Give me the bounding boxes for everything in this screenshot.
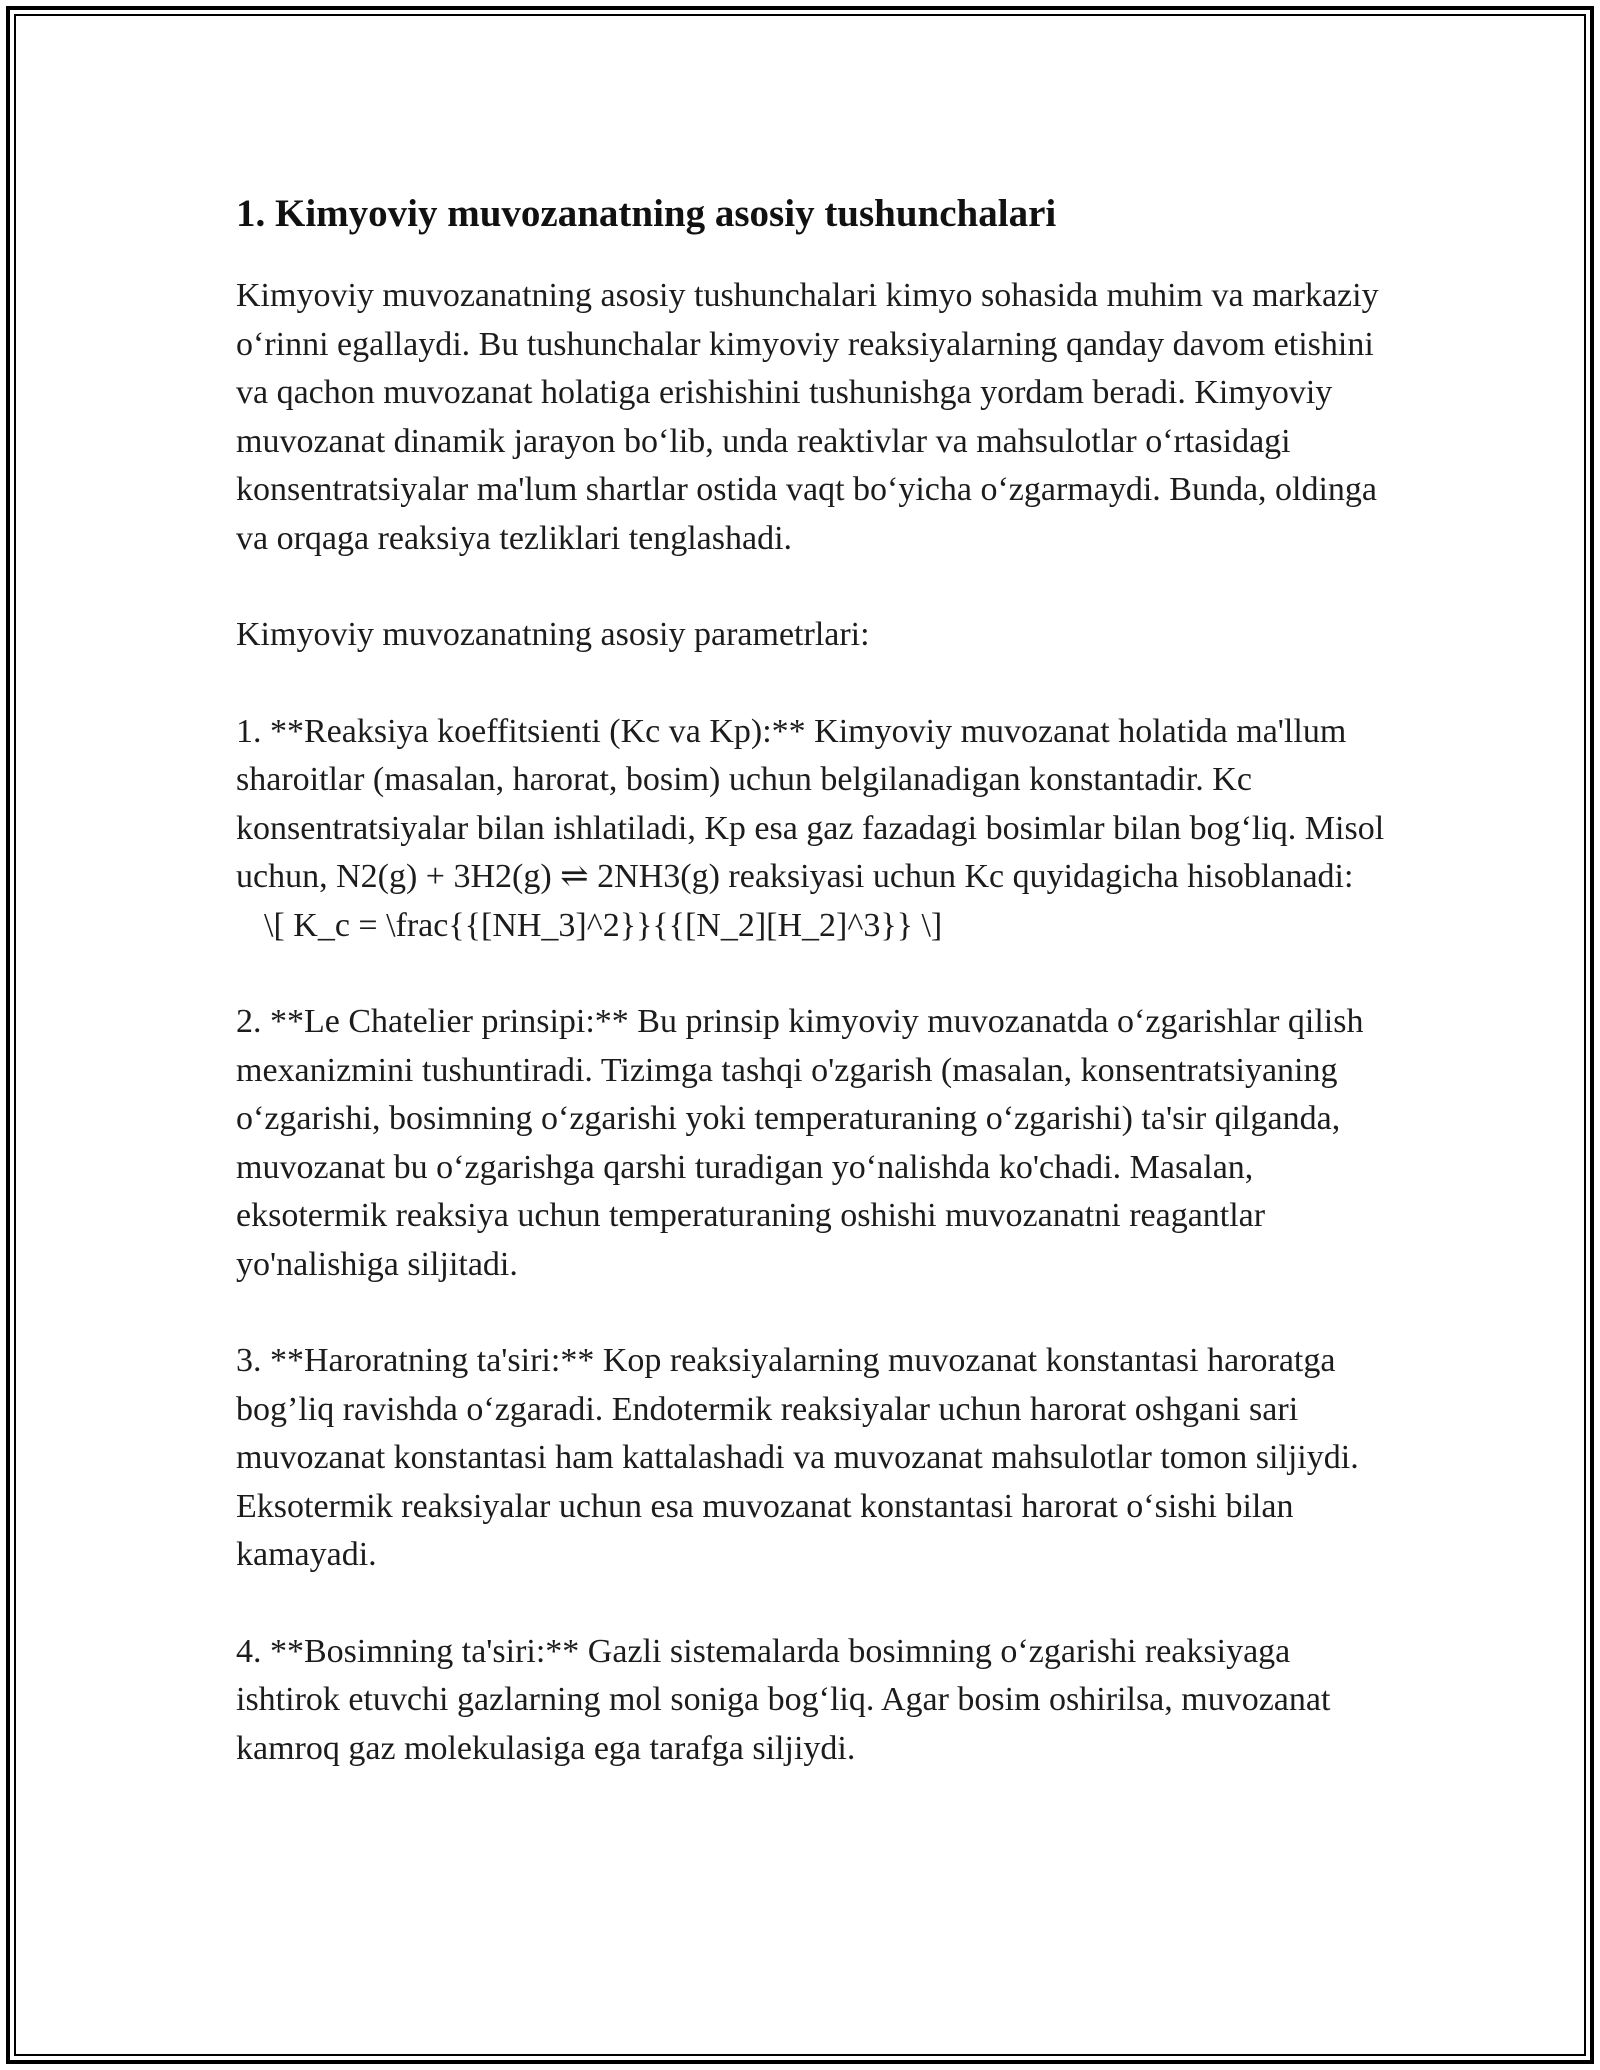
item-temperature-effect: 3. **Haroratning ta'siri:** Kop reaksiyalarning muvozanat konstantasi haroratga bog’liq ravishda o‘zgaradi. Endotermik reaksiyalar uchun harorat oshgani sari muvozanat konstantasi ham kattalashadi va muvozanat mahsulotlar tomon siljiydi. Eksotermik reaksiyalar uchun esa muvozanat konstantasi harorat o‘sishi bilan kamayadi. [236,1342,1359,1573]
item-pressure-effect: 4. **Bosimning ta'siri:** Gazli sistemalarda bosimning o‘zgarishi reaksiyaga ishtirok etuvchi gazlarning mol soniga bog‘liq. Agar bosim oshirilsa, muvozanat kamroq gaz molekulasiga ega tarafga siljiydi. [236,1632,1331,1767]
section-title: 1. Kimyoviy muvozanatning asosiy tushunchalari [236,192,1057,235]
item-le-chatelier: 2. **Le Chatelier prinsipi:** Bu prinsip kimyoviy muvozanatda o‘zgarishlar qilish mexanizmini tushuntiradi. Tizimga tashqi o'zgarish (masalan, konsentratsiyaning o‘zgarishi, bosimning o‘zgarishi yoki temperaturaning o‘zgarishi) ta'sir qilganda, muvozanat bu o‘zgarishga qarshi turadigan yo‘nalishda ko'chadi. Masalan, eksotermik reaksiya uchun temperaturaning oshishi muvozanatni reagantlar yo'nalishiga siljitadi. [236,1003,1364,1283]
intro-paragraph: Kimyoviy muvozanatning asosiy tushunchalari kimyo sohasida muhim va markaziy o‘rinni egallaydi. Bu tushunchalar kimyoviy reaksiyalarning qanday davom etishini va qachon muvozanat holatiga erishishini tushunishga yordam beradi. Kimyoviy muvozanat dinamik jarayon bo‘lib, unda reaktivlar va mahsulotlar o‘rtasidagi konsentratsiyalar ma'lum shartlar ostida vaqt bo‘yicha o‘zgarmaydi. Bunda, oldinga va orqaga reaksiya tezliklari tenglashadi. [236,277,1379,557]
item-reaction-coefficient [236,708,1386,951]
item-reaction-coefficient-text: 1. **Reaksiya koeffitsienti (Kc va Kp):** Kimyoviy muvozanat holatida ma'llum sharoitlar (masalan, harorat, bosim) uchun belgilanadigan konstantadir. Kc konsentratsiyalar bilan ishlatiladi, Kp esa gaz fazadagi bosimlar bilan bog‘liq. Misol uchun, N2(g) + 3H2(g) ⇌ 2NH3(g) reaksiyasi uchun Kc quyidagicha hisoblanadi: [236,712,1385,895]
parameters-heading: Kimyoviy muvozanatning asosiy parametrlari: [236,616,870,653]
document-body [236,186,1386,1821]
kc-formula: \[ K_c = \frac{{[NH_3]^2}}{{[N_2][H_2]^3}} \] [264,906,943,944]
